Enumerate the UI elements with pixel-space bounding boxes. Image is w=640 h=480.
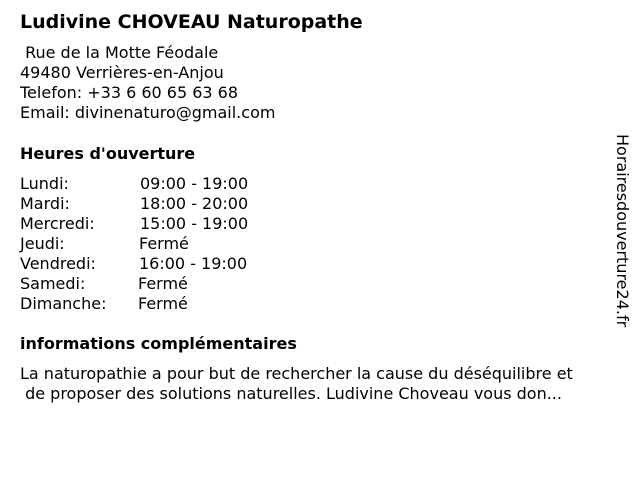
hours-row-thursday — [20, 234, 320, 254]
day-label: Lundi: — [20, 174, 69, 193]
address-block — [20, 43, 275, 123]
hours-value: Fermé — [138, 274, 188, 293]
city-postcode: 49480 Verrières-en-Anjou — [20, 63, 224, 82]
street-address: Rue de la Motte Féodale — [20, 43, 219, 62]
hours-value: 09:00 - 19:00 — [140, 174, 249, 193]
hours-row-saturday — [20, 274, 320, 294]
hours-value: 16:00 - 19:00 — [139, 254, 248, 273]
hours-row-monday — [20, 174, 320, 194]
description-line-2: de proposer des solutions naturelles. Ludivine Choveau vous don... — [20, 384, 562, 403]
hours-row-wednesday — [20, 214, 320, 234]
description-text — [20, 364, 630, 404]
phone-number: Telefon: +33 6 60 65 63 68 — [20, 83, 239, 102]
description-line-1: La naturopathie a pour but de rechercher la cause du déséquilibre et — [20, 364, 573, 383]
hours-value: Fermé — [138, 294, 188, 313]
day-label: Dimanche: — [20, 294, 107, 313]
additional-info-heading: informations complémentaires — [20, 334, 297, 353]
hours-value: Fermé — [139, 234, 189, 253]
day-label: Mercredi: — [20, 214, 95, 233]
day-label: Jeudi: — [20, 234, 65, 253]
day-label: Mardi: — [20, 194, 70, 213]
hours-row-sunday — [20, 294, 320, 314]
site-watermark: Horairesdouverture24.fr — [613, 134, 632, 328]
hours-row-friday — [20, 254, 320, 274]
email-address: Email: divinenaturo@gmail.com — [20, 103, 276, 122]
opening-hours-heading: Heures d'ouverture — [20, 144, 196, 163]
opening-hours-table — [20, 174, 320, 314]
day-label: Vendredi: — [20, 254, 96, 273]
business-name: Ludivine CHOVEAU Naturopathe — [20, 11, 363, 33]
hours-row-tuesday — [20, 194, 320, 214]
hours-value: 15:00 - 19:00 — [140, 214, 249, 233]
hours-value: 18:00 - 20:00 — [140, 194, 249, 213]
day-label: Samedi: — [20, 274, 86, 293]
